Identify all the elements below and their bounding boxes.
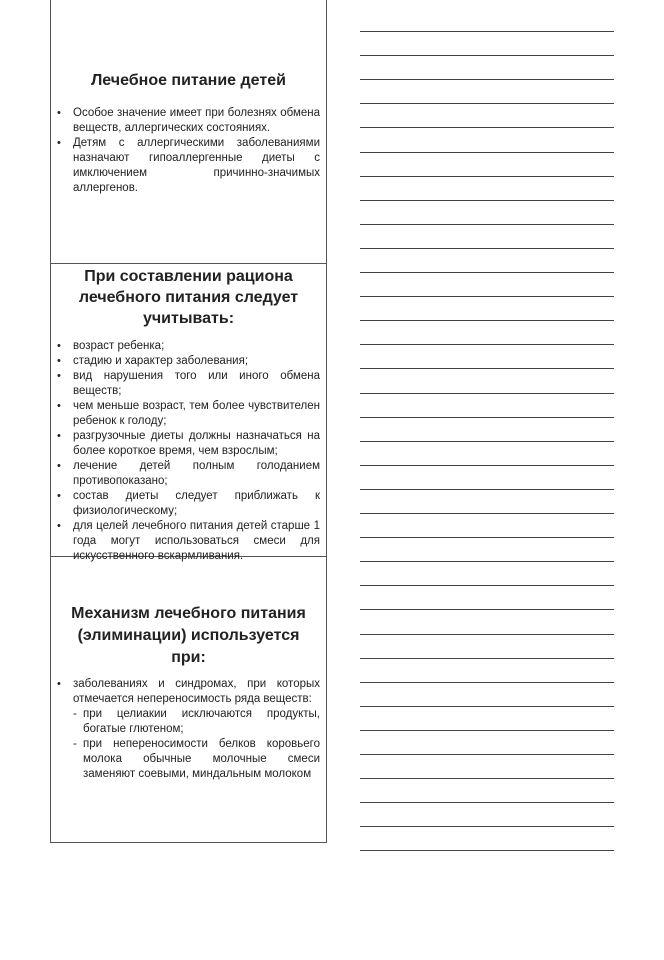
- slide-2-title: При составлении рациона лечебного питания следует учитывать:: [78, 268, 299, 327]
- list-item: • лечение детей полным голоданием противопоказано;: [57, 460, 320, 487]
- note-line: [360, 585, 614, 586]
- note-line: [360, 224, 614, 225]
- dash-marker: -: [73, 708, 77, 720]
- note-line: [360, 706, 614, 707]
- note-line: [360, 850, 614, 851]
- note-line: [360, 658, 614, 659]
- bullet-icon: •: [57, 355, 61, 367]
- note-line: [360, 441, 614, 442]
- bullet-icon: •: [57, 400, 61, 412]
- note-line: [360, 176, 614, 177]
- bullet-icon: •: [57, 490, 61, 502]
- sub-list-item: - при непереносимости белков коровьего молока обычные молочные смеси заменяют соевыми, миндальным молоком: [73, 738, 320, 780]
- note-line: [360, 730, 614, 731]
- slide-2-list: [57, 339, 320, 564]
- note-line: [360, 417, 614, 418]
- note-line: [360, 778, 614, 779]
- list-item: • вид нарушения того или иного обмена веществ;: [57, 370, 320, 397]
- bullet-icon: •: [57, 137, 61, 149]
- list-item: • состав диеты следует приближать к физиологическому;: [57, 490, 320, 517]
- list-item: • стадию и характер заболевания;: [57, 355, 249, 367]
- note-line: [360, 55, 614, 56]
- note-line: [360, 634, 614, 635]
- note-line: [360, 31, 614, 32]
- list-item: • Особое значение имеет при болезнях обмена веществ, аллергических состояниях.: [57, 107, 320, 134]
- list-item: • разгрузочные диеты должны назначаться на более короткое время, чем взрослым;: [57, 430, 320, 457]
- slide-3: [50, 557, 327, 843]
- note-line: [360, 489, 614, 490]
- note-line: [360, 344, 614, 345]
- dash-marker: -: [73, 738, 77, 750]
- note-line: [360, 609, 614, 610]
- note-line: [360, 826, 614, 827]
- note-line: [360, 79, 614, 80]
- handout-slides: [50, 0, 329, 843]
- note-line: [360, 393, 614, 394]
- note-line: [360, 465, 614, 466]
- slide-2: [50, 264, 327, 562]
- bullet-icon: •: [57, 520, 61, 532]
- note-line: [360, 200, 614, 201]
- bullet-icon: •: [57, 370, 61, 382]
- slide-1-title: Лечебное питание детей: [91, 72, 286, 89]
- note-line: [360, 682, 614, 683]
- note-line: [360, 561, 614, 562]
- list-item: • заболеваниях и синдромах, при которых отмечается непереносимость ряда веществ: - при целиакии исключаются продукты, богатые глютеном; - при непереносимости белков коровьего молока обычные молочные смеси заменяют соевыми, миндальным молоком: [57, 678, 320, 780]
- note-line: [360, 368, 614, 369]
- sub-list-item: - при целиакии исключаются продукты, богатые глютеном;: [73, 708, 320, 735]
- list-item: • Детям с аллергическими заболеваниями назначают гипоаллергенные диеты с имключением причинно-значимых аллергенов.: [57, 137, 320, 194]
- note-line: [360, 127, 614, 128]
- note-line: [360, 802, 614, 803]
- bullet-icon: •: [57, 430, 61, 442]
- note-line: [360, 537, 614, 538]
- bullet-icon: •: [57, 678, 61, 690]
- sub-list: [73, 707, 320, 782]
- list-item: • для целей лечебного питания детей старше 1 года могут использоваться смеси для искусственного вскармливания.: [57, 520, 320, 562]
- bullet-icon: •: [57, 107, 61, 119]
- note-line: [360, 296, 614, 297]
- note-line: [360, 248, 614, 249]
- note-line: [360, 272, 614, 273]
- note-line: [360, 320, 614, 321]
- note-line: [360, 513, 614, 514]
- slide-3-list: [57, 677, 320, 782]
- list-item: • возраст ребенка;: [57, 340, 165, 352]
- note-line: [360, 152, 614, 153]
- note-line: [360, 103, 614, 104]
- list-item: • чем меньше возраст, тем более чувствителен ребенок к голоду;: [57, 400, 320, 427]
- slide-1-list: [57, 106, 320, 196]
- slide-1: [50, 0, 327, 264]
- notes-lines: [360, 0, 614, 880]
- slide-3-title: Механизм лечебного питания (элиминации) используется при:: [71, 605, 306, 666]
- bullet-icon: •: [57, 460, 61, 472]
- note-line: [360, 754, 614, 755]
- bullet-icon: •: [57, 340, 61, 352]
